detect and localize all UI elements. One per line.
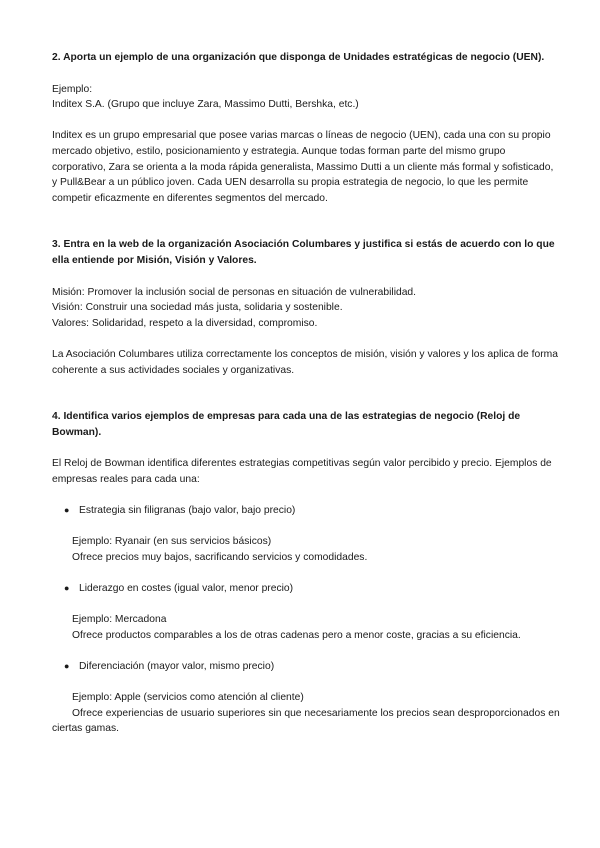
q3-paragraph: La Asociación Columbares utiliza correctamente los conceptos de misión, visión y valores y los aplica de forma coherente a sus actividades sociales y organizativas. <box>52 348 558 376</box>
strategy-1-example: Ejemplo: Ryanair (en sus servicios básicos) <box>72 536 272 548</box>
strategy-1-item <box>52 503 560 519</box>
strategy-1-name: Estrategia sin filigranas (bajo valor, bajo precio) <box>79 505 296 517</box>
bullet-icon: ● <box>64 505 70 516</box>
strategy-3-description: Ofrece experiencias de usuario superiores sin que necesariamente los precios sean desproporcionados en ciertas gamas. <box>52 707 560 735</box>
question-2-heading: 2. Aporta un ejemplo de una organización que disponga de Unidades estratégicas de negocio (UEN). <box>52 52 545 63</box>
question-4-heading: 4. Identifica varios ejemplos de empresas para cada una de las estrategias de negocio (Reloj de Bowman). <box>52 411 521 438</box>
strategy-2-description: Ofrece productos comparables a los de otras cadenas pero a menor coste, gracias a su eficiencia. <box>72 629 521 641</box>
q2-paragraph: Inditex es un grupo empresarial que posee varias marcas o líneas de negocio (UEN), cada una con su propio mercado objetivo, estilo, posicionamiento y estrategia. Aunque todas forman parte del mismo grupo corporativo, Zara se orienta a la moda rápida generalista, Massimo Dutti a un cliente más formal y sofisticado, y Pull&Bear a un público joven. Cada UEN desarrolla su propia estrategia de negocio, lo que les permite competir eficazmente en diferentes segmentos del mercado. <box>52 130 554 204</box>
strategy-1-description: Ofrece precios muy bajos, sacrificando servicios y comodidades. <box>72 551 368 563</box>
strategy-3-item <box>52 659 560 675</box>
q2-example-label: Ejemplo: <box>52 83 93 95</box>
strategy-2-example: Ejemplo: Mercadona <box>72 614 167 626</box>
document-page <box>52 50 560 737</box>
q2-example-value: Inditex S.A. (Grupo que incluye Zara, Massimo Dutti, Bershka, etc.) <box>52 99 359 111</box>
strategy-3-name: Diferenciación (mayor valor, mismo precio) <box>79 661 275 672</box>
q3-vision: Visión: Construir una sociedad más justa, solidaria y sostenible. <box>52 302 343 314</box>
q3-mision: Misión: Promover la inclusión social de personas en situación de vulnerabilidad. <box>52 286 417 298</box>
strategy-2-name: Liderazgo en costes (igual valor, menor precio) <box>79 583 294 595</box>
question-3-heading: 3. Entra en la web de la organización Asociación Columbares y justifica si estás de acuerdo con lo que ella entiende por Misión, Visión y Valores. <box>52 239 555 266</box>
bullet-icon: ● <box>64 661 70 671</box>
q4-intro: El Reloj de Bowman identifica diferentes estrategias competitivas según valor percibido y precio. Ejemplos de empresas reales para cada una: <box>52 458 552 485</box>
q3-valores: Valores: Solidaridad, respeto a la diversidad, compromiso. <box>52 317 318 329</box>
strategy-2-item <box>52 581 560 597</box>
bullet-icon: ● <box>64 583 70 594</box>
strategy-3-example: Ejemplo: Apple (servicios como atención al cliente) <box>72 692 304 704</box>
